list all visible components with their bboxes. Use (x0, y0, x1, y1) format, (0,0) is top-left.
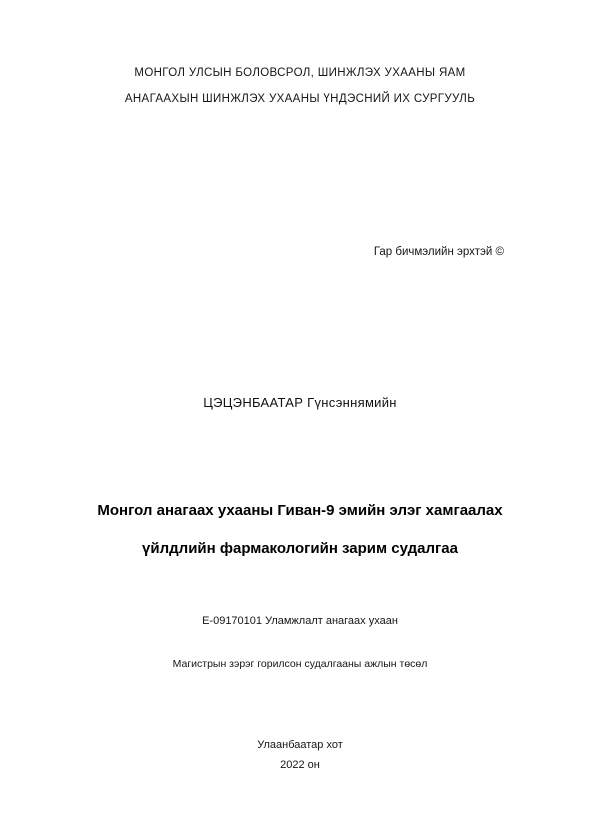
copyright-notice: Гар бичмэлийн эрхтэй © (373, 246, 504, 258)
thesis-title (0, 492, 600, 568)
city-name: Улаанбаатар хот (257, 739, 343, 751)
degree-statement: Магистрын зэрэг горилсон судалгааны ажлын төсөл (172, 658, 428, 670)
ministry-header (0, 60, 600, 112)
author-name: ЦЭЦЭНБААТАР Гүнсэннямийн (203, 395, 397, 410)
ministry-line-2: АНАГААХЫН ШИНЖЛЭХ УХААНЫ ҮНДЭСНИЙ ИХ СУРГУУЛЬ (124, 93, 476, 105)
thesis-title-line-1: Монгол анагаах ухааны Гиван-9 эмийн элэг хамгаалах (97, 502, 503, 519)
place-and-year (0, 735, 600, 775)
year: 2022 он (280, 759, 320, 771)
ministry-line-1: МОНГОЛ УЛСЫН БОЛОВСРОЛ, ШИНЖЛЭХ УХААНЫ ЯАМ (134, 67, 466, 79)
thesis-title-line-2: үйлдлийн фармакологийн зарим судалгаа (142, 540, 458, 557)
program-code: E-09170101 Уламжлалт анагаах ухаан (202, 615, 398, 627)
